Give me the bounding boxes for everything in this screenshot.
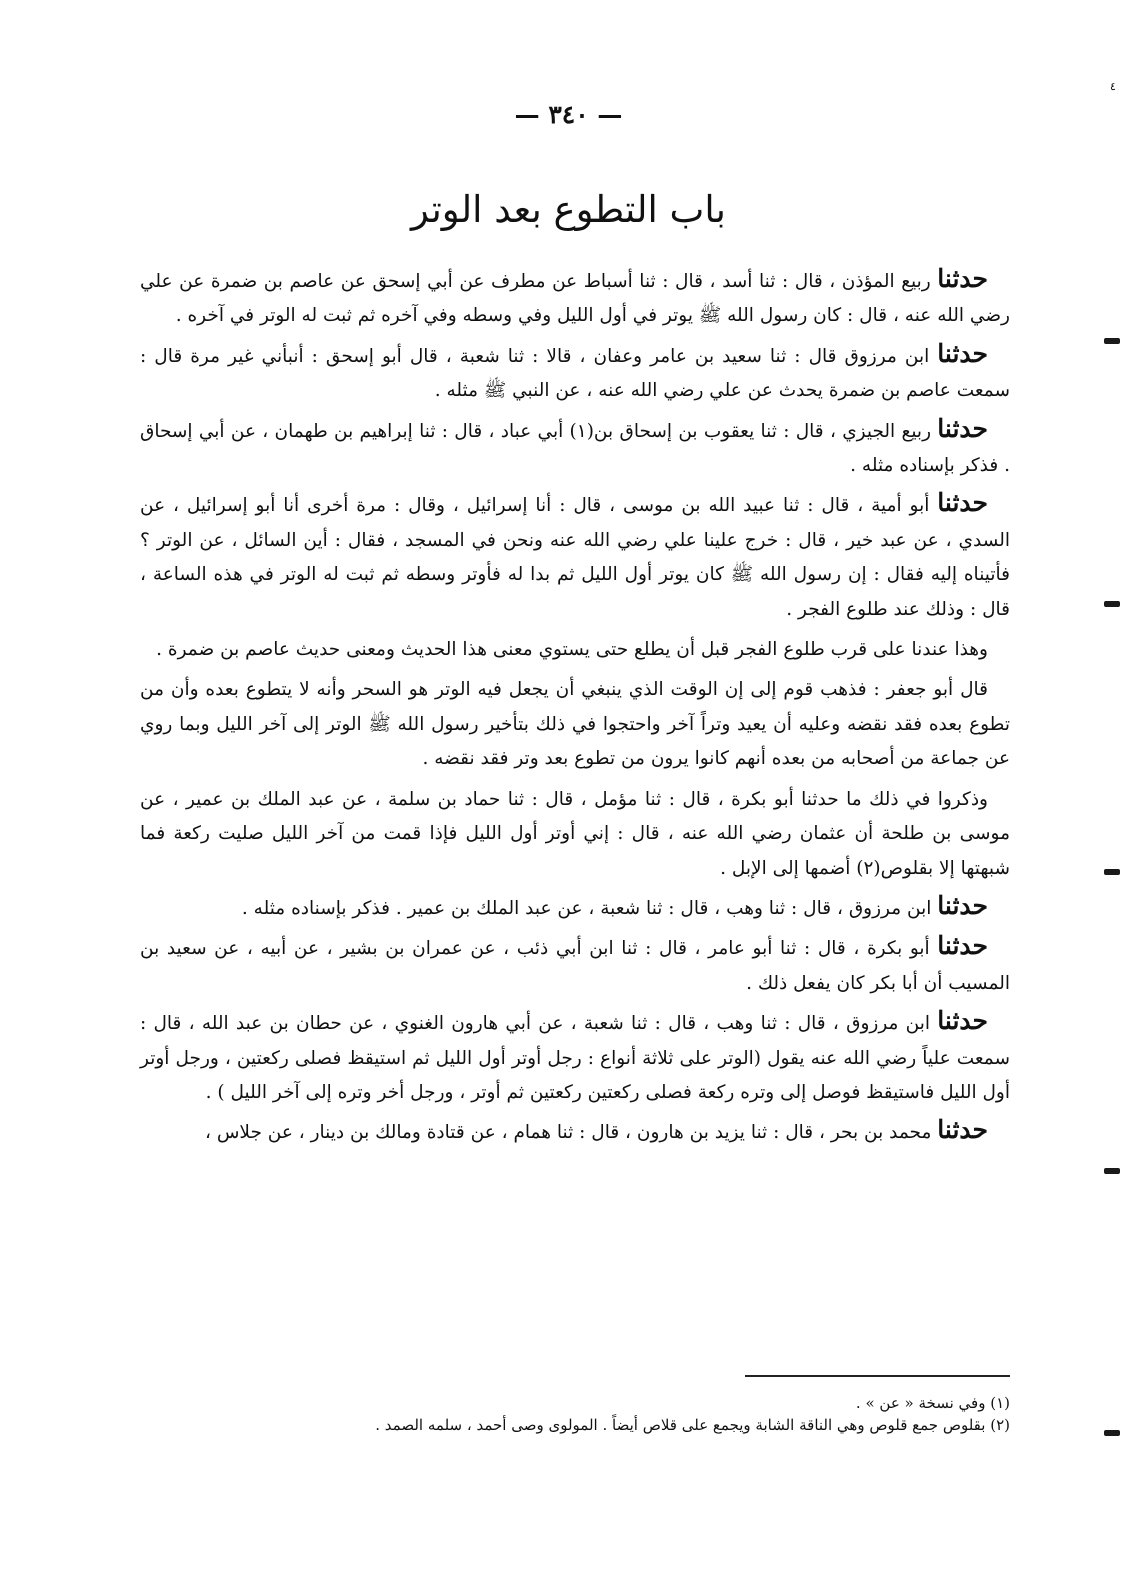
paragraph <box>140 780 1010 886</box>
paragraph-lead: حدثنا <box>937 413 988 443</box>
margin-mark <box>1104 601 1120 607</box>
page-number: — ٣٤٠ — <box>514 100 623 129</box>
paragraph-lead: حدثنا <box>937 1006 988 1036</box>
paragraph <box>140 337 1010 409</box>
corner-mark: ٤ <box>1110 80 1116 93</box>
paragraph-lead: حدثنا <box>937 890 988 920</box>
paragraph <box>140 262 1010 334</box>
paragraph <box>140 630 1010 667</box>
paragraph <box>140 889 1010 926</box>
paragraph <box>140 1004 1010 1110</box>
paragraph-text: ربيع المؤذن ، قال : ثنا أسد ، قال : ثنا أسباط عن مطرف عن أبي إسحق عن عاصم بن ضمرة عن علي رضي الله عنه ، قال : كان رسول الله ﷺ يوتر في أول الليل وفي وسطه وفي آخره ثم ثبت له الوتر في آخره . <box>140 271 1010 327</box>
paragraph-text: ابن مرزوق قال : ثنا سعيد بن عامر وعفان ، قالا : ثنا شعبة ، قال أبو إسحق : أنبأني غير مرة قال : سمعت عاصم بن ضمرة يحدث عن علي رضي الله عنه ، عن النبي ﷺ مثله . <box>140 345 1010 402</box>
footnote: (٢) بقلوص جمع قلوص وهي الناقة الشابة ويجمع على قلاص أيضاً . المولوى وصى أحمد ، سلمه الصمد . <box>375 1416 1010 1434</box>
paragraph <box>140 929 1010 1001</box>
chapter-title: باب التطوع بعد الوتر <box>411 188 726 231</box>
paragraph-text: ربيع الجيزي ، قال : ثنا يعقوب بن إسحاق بن(١) أبي عباد ، قال : ثنا إبراهيم بن طهمان ، عن أبي إسحاق . فذكر بإسناده مثله . <box>140 420 1010 477</box>
paragraph-text: ابن مرزوق ، قال : ثنا وهب ، قال : ثنا شعبة ، عن أبي هارون الغنوي ، عن حطان بن عبد الله ، قال : سمعت علياً رضي الله عنه يقول (الوتر على ثلاثة أنواع : رجل أوتر أول الليل ثم استيقظ فصلى ركعتين ، ورجل أوتر أول الليل فاستيقظ فوصل إلى وتره ركعة فصلى ركعتين ركعتين ثم أوتر ، ورجل أخر وتره إلى آخر الليل ) . <box>140 1013 1010 1103</box>
paragraph-text: محمد بن بحر ، قال : ثنا يزيد بن هارون ، قال : ثنا همام ، عن قتادة ومالك بن دينار ، عن جلاس ، <box>204 1122 938 1144</box>
paragraph-text: أبو بكرة ، قال : ثنا أبو عامر ، قال : ثنا ابن أبي ذئب ، عن عمران بن بشير ، عن أبيه ، عن سعيد بن المسيب أن أبا بكر كان يفعل ذلك . <box>140 938 1010 994</box>
paragraph <box>140 1113 1010 1150</box>
paragraph-lead: حدثنا <box>937 264 988 293</box>
paragraph-lead: حدثنا <box>937 931 988 961</box>
paragraph <box>140 486 1010 627</box>
paragraph-text: أبو أمية ، قال : ثنا عبيد الله بن موسى ، قال : أنا إسرائيل ، وقال : مرة أخرى أنا أبو إسرائيل ، عن السدي ، عن عبد خير ، قال : خرج علينا علي رضي الله عنه ونحن في المسجد ، فقال : أين السائل ، عن الوتر ؟ فأتيناه إليه فقال : إن رسول الله ﷺ كان يوتر أول الليل ثم بدا له فأوتر وسطه ثم ثبت له الوتر في هذه الساعة ، قال : وذلك عند طلوع الفجر . <box>140 495 1010 620</box>
margin-mark <box>1104 1430 1120 1436</box>
paragraph <box>140 412 1010 484</box>
paragraph-lead: حدثنا <box>937 488 988 518</box>
paragraph-text: وذكروا في ذلك ما حدثنا أبو بكرة ، قال : ثنا مؤمل ، قال : ثنا حماد بن سلمة ، عن عبد الملك بن عمير ، عن موسى بن طلحة أن عثمان رضي الله عنه ، قال : إني أوتر أول الليل فإذا قمت من آخر الليل صليت ركعة فما شبهتها إلا بقلوص(٢) أضمها إلى الإبل . <box>140 788 1010 879</box>
paragraph-lead: حدثنا <box>937 338 988 368</box>
margin-mark <box>1104 869 1120 875</box>
paragraph <box>140 670 1010 776</box>
margin-mark <box>1104 1168 1120 1174</box>
footnotes <box>140 1392 1010 1436</box>
footnote-separator <box>745 1375 1010 1377</box>
margin-mark <box>1104 338 1120 344</box>
footnote: (١) وفي نسخة « عن » . <box>855 1394 1010 1412</box>
body-text <box>140 262 1010 1154</box>
paragraph-text: ابن مرزوق ، قال : ثنا وهب ، قال : ثنا شعبة ، عن عبد الملك بن عمير . فذكر بإسناده مثله . <box>241 897 938 919</box>
paragraph-text: وهذا عندنا على قرب طلوع الفجر قبل أن يطلع حتى يستوي معنى هذا الحديث ومعنى حديث عاصم بن ضمرة . <box>156 639 988 661</box>
paragraph-lead: حدثنا <box>937 1115 988 1145</box>
paragraph-text: قال أبو جعفر : فذهب قوم إلى إن الوقت الذي ينبغي أن يجعل فيه الوتر هو السحر وأنه لا يتطوع بعده وأن من تطوع بعده فقد نقضه وعليه أن يعيد وتراً آخر واحتجوا في ذلك بتأخير رسول الله ﷺ الوتر إلى آخر الليل وبما روي عن جماعة من أصحابه من بعده أنهم كانوا يرون من تطوع بعد وتر فقد نقضه . <box>140 679 1010 770</box>
